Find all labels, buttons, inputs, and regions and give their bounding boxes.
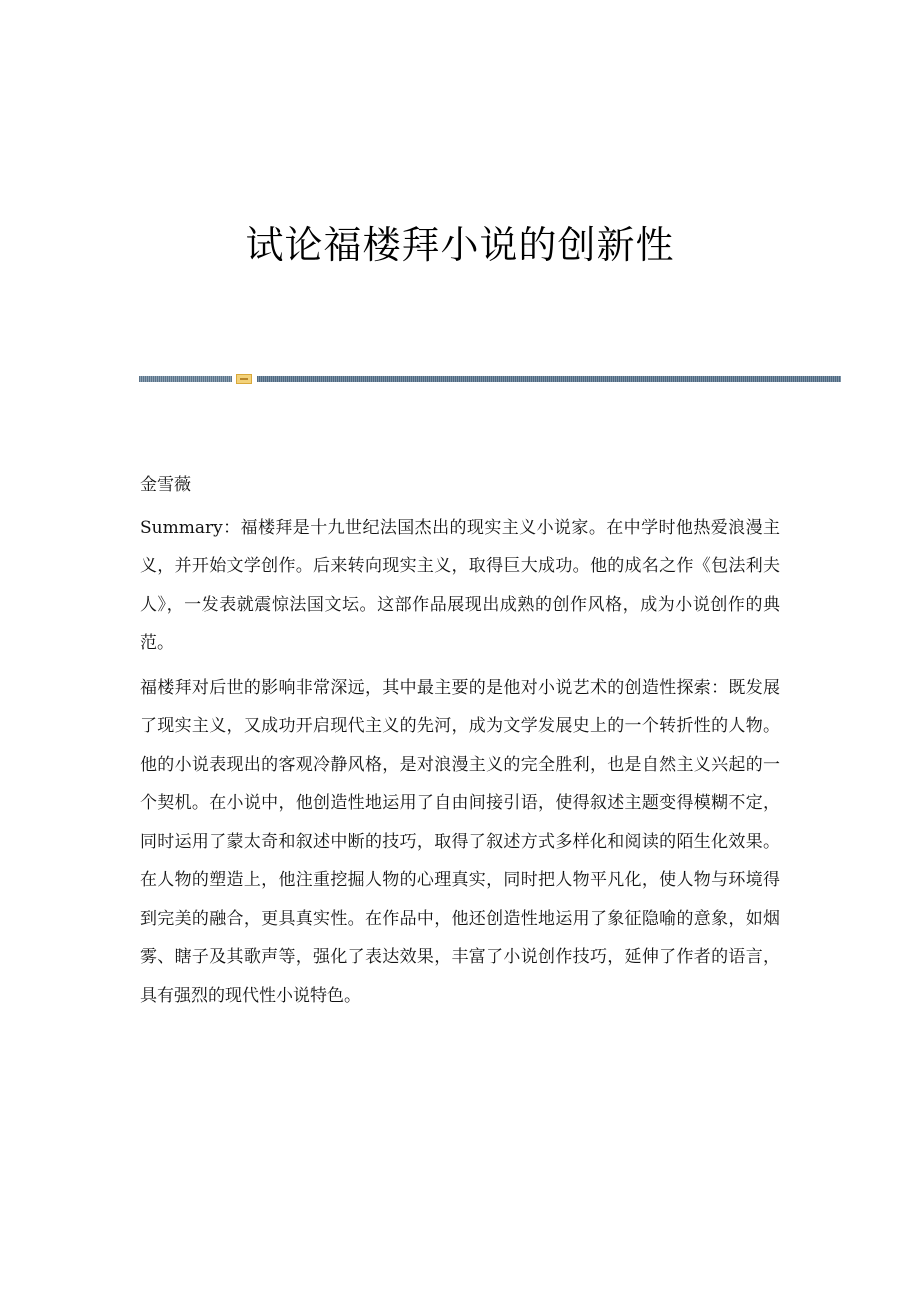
ornament-icon <box>236 374 252 384</box>
divider-bar-right <box>257 376 841 382</box>
author-name: 金雪薇 <box>140 475 191 495</box>
title-divider <box>139 374 841 384</box>
body-paragraph: 福楼拜对后世的影响非常深远，其中最主要的是他对小说艺术的创造性探索：既发展了现实主义，又成功开启现代主义的先河，成为文学发展史上的一个转折性的人物。他的小说表现出的客观冷静风格，是对浪漫主义的完全胜利，也是自然主义兴起的一个契机。在小说中，他创造性地运用了自由间接引语，使得叙述主题变得模糊不定，同时运用了蒙太奇和叙述中断的技巧，取得了叙述方式多样化和阅读的陌生化效果。在人物的塑造上，他注重挖掘人物的心理真实，同时把人物平凡化，使人物与环境得到完美的融合，更具真实性。在作品中，他还创造性地运用了象征隐喻的意象，如烟雾、瞎子及其歌声等，强化了表达效果，丰富了小说创作技巧，延伸了作者的语言，具有强烈的现代性小说特色。 <box>140 677 780 1006</box>
document-title: 试论福楼拜小说的创新性 <box>245 223 675 267</box>
summary-paragraph: Summary：福楼拜是十九世纪法国杰出的现实主义小说家。在中学时他热爱浪漫主义，并开始文学创作。后来转向现实主义，取得巨大成功。他的成名之作《包法利夫人》，一发表就震惊法国文坛。这部作品展现出成熟的创作风格，成为小说创作的典范。 <box>140 517 780 653</box>
divider-bar-left <box>139 376 232 382</box>
document-body <box>140 466 780 1021</box>
